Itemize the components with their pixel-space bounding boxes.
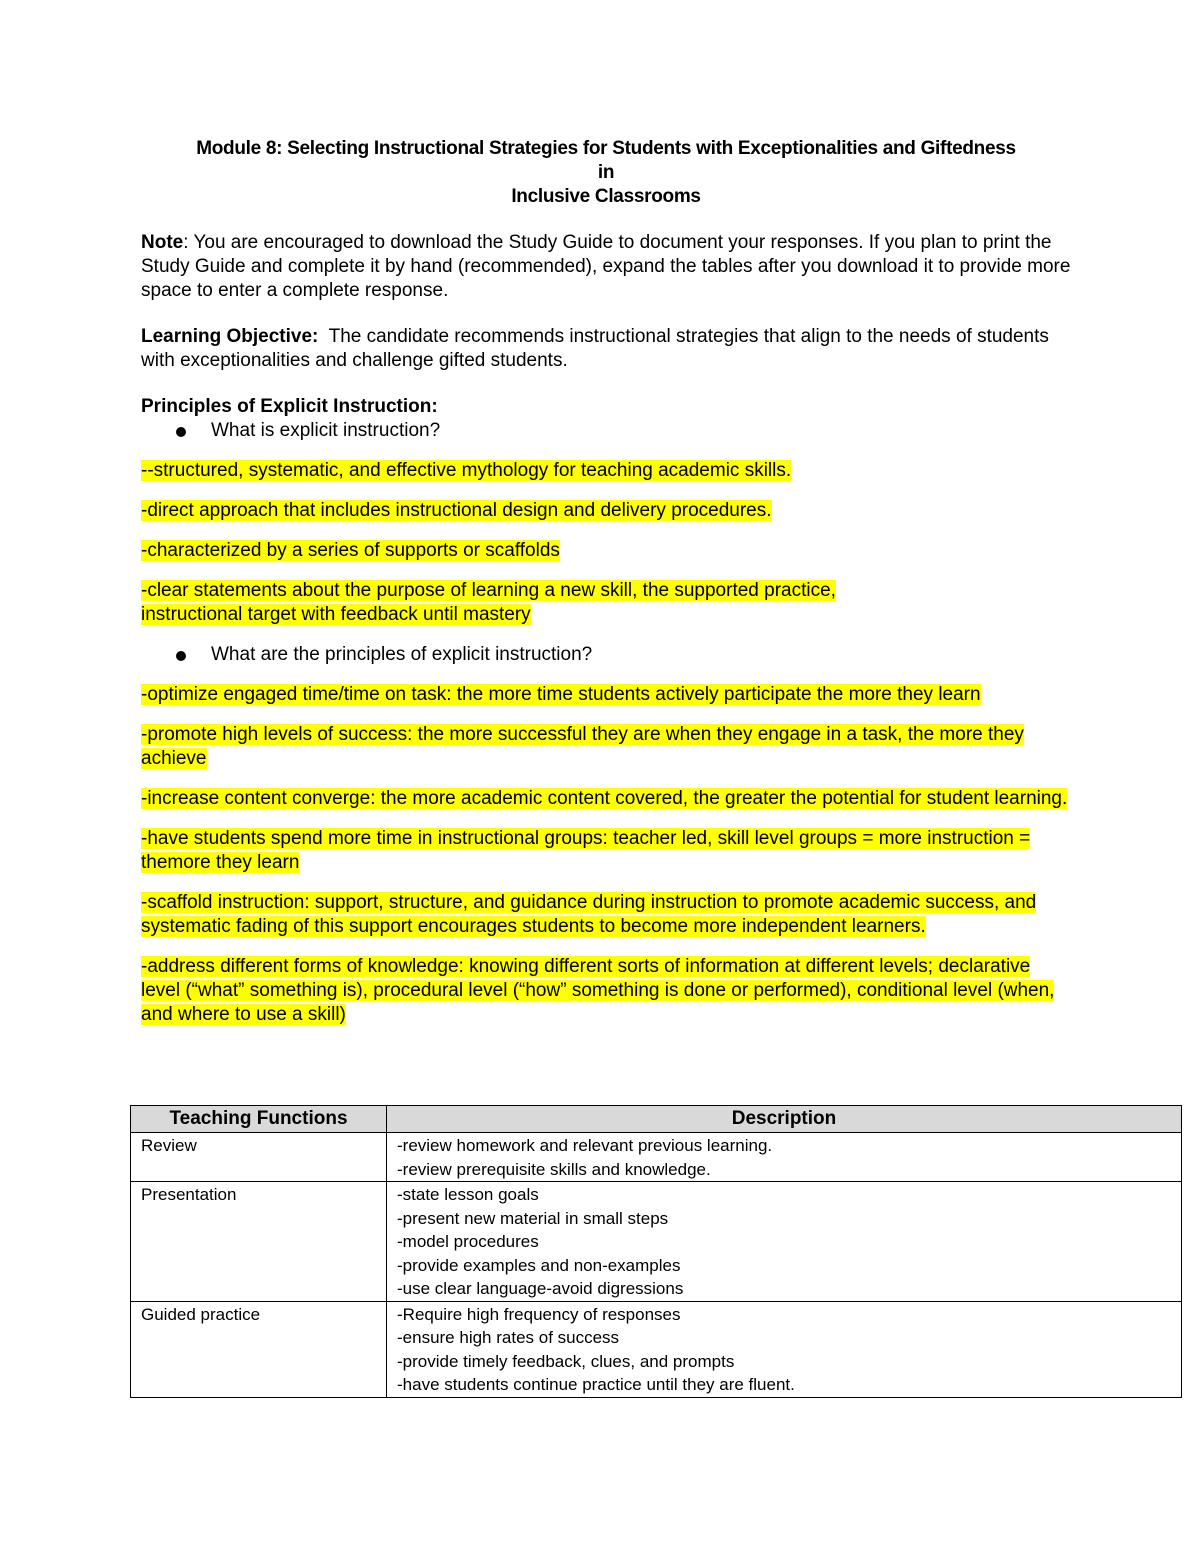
answer-2-3: -increase content converge: the more academic content covered, the greater the potential for student learning.: [141, 788, 1068, 809]
objective-label: Learning Objective:: [141, 326, 319, 347]
objective-text: The candidate recommends instructional strategies that align to the needs of students with exceptionalities and challenge gifted students.: [141, 326, 1055, 371]
function-cell: Review: [131, 1133, 387, 1182]
title-line-1: Module 8: Selecting Instructional Strategies for Students with Exceptionalities and Giftedness: [196, 138, 1016, 159]
question-1-text: What is explicit instruction?: [211, 420, 441, 441]
bullet-dot-icon: [176, 427, 186, 437]
header-description: Description: [387, 1106, 1182, 1133]
bullet-item-question-1: [141, 419, 1071, 443]
answer-2-4: -have students spend more time in instructional groups: teacher led, skill level groups = more instruction = themore they learn: [141, 828, 1031, 873]
note-label: Note: [141, 232, 184, 253]
answer-1-1: --structured, systematic, and effective mythology for teaching academic skills.: [141, 460, 792, 481]
table-header-row: [131, 1106, 1182, 1133]
document-body: [141, 137, 1071, 1027]
header-teaching-functions: Teaching Functions: [131, 1106, 387, 1133]
table-row: [131, 1301, 1182, 1397]
objective-paragraph: [141, 325, 1071, 373]
principles-heading: Principles of Explicit Instruction:: [141, 396, 438, 417]
answer-1-4: -clear statements about the purpose of learning a new skill, the supported practice, instructional target with feedback until mastery: [141, 580, 836, 625]
answer-1-3: -characterized by a series of supports or scaffolds: [141, 540, 560, 561]
document-title: [141, 137, 1071, 209]
bullet-dot-icon: [176, 651, 186, 661]
title-line-2: in: [597, 162, 615, 183]
function-cell: Presentation: [131, 1182, 387, 1302]
function-cell: Guided practice: [131, 1301, 387, 1397]
description-cell: -state lesson goals -present new material in small steps -model procedures -provide examples and non-examples -use clear language-avoid digressions: [387, 1182, 1182, 1302]
answer-1-2: -direct approach that includes instructional design and delivery procedures.: [141, 500, 772, 521]
teaching-functions-table: [130, 1105, 1182, 1398]
answer-2-2: -promote high levels of success: the more successful they are when they engage in a task, the more they achieve: [141, 724, 1024, 769]
note-text: : You are encouraged to download the Study Guide to document your responses. If you plan to print the Study Guide and complete it by hand (recommended), expand the tables after you download it to provide more space to enter a complete response.: [141, 232, 1071, 301]
question-2-text: What are the principles of explicit instruction?: [211, 644, 593, 665]
bullet-item-question-2: [141, 643, 1071, 667]
answer-2-6: -address different forms of knowledge: knowing different sorts of information at different levels; declarative level (“what” something is), procedural level (“how” something is done or performed), conditional level (when, and where to use a skill): [141, 956, 1055, 1025]
answer-2-1: -optimize engaged time/time on task: the more time students actively participate the more they learn: [141, 684, 981, 705]
answer-2-5: -scaffold instruction: support, structure, and guidance during instruction to promote academic success, and systematic fading of this support encourages students to become more independent learners.: [141, 892, 1037, 937]
title-line-3: Inclusive Classrooms: [511, 186, 701, 207]
description-cell: -Require high frequency of responses -ensure high rates of success -provide timely feedback, clues, and prompts -have students continue practice until they are fluent.: [387, 1301, 1182, 1397]
note-paragraph: [141, 231, 1071, 303]
description-cell: -review homework and relevant previous learning. -review prerequisite skills and knowledge.: [387, 1133, 1182, 1182]
table-row: [131, 1182, 1182, 1302]
table-row: [131, 1133, 1182, 1182]
